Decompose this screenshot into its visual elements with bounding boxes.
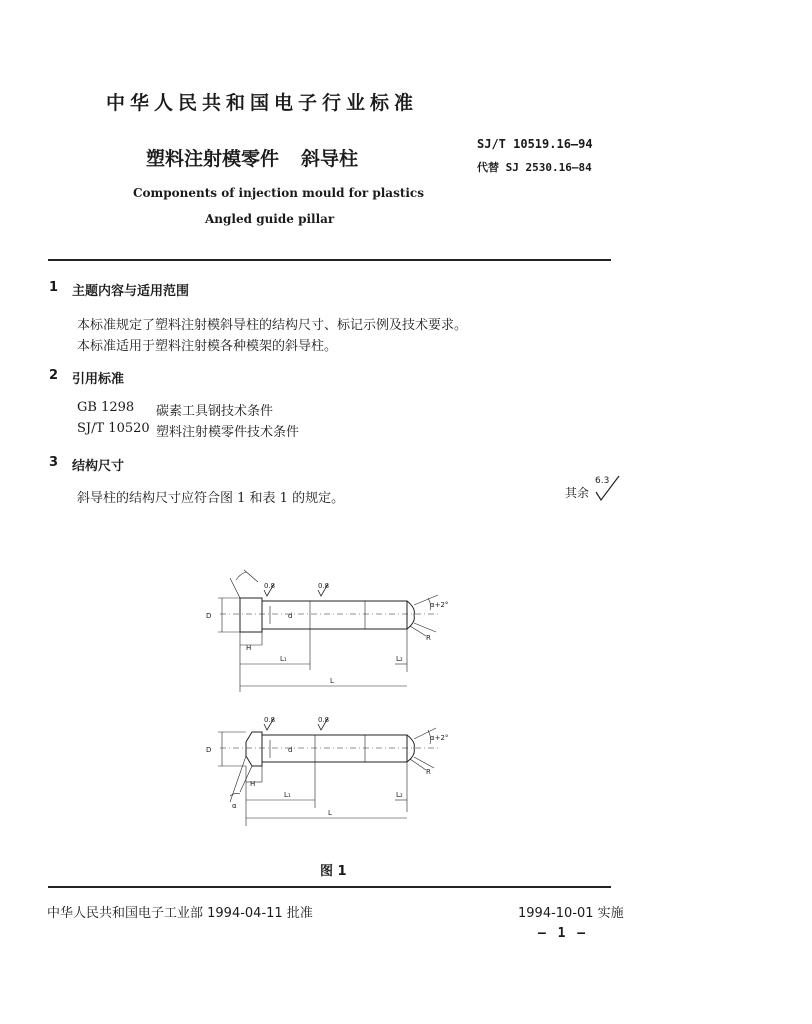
roughness-value: 6.3 — [595, 476, 610, 486]
figure-1-drawing-a — [200, 560, 450, 700]
document-title-zh — [146, 144, 358, 171]
roughness-label: 其余 — [565, 486, 590, 500]
roughness-note — [565, 476, 610, 501]
angle-alpha-b: α — [232, 802, 237, 810]
dim-D-a: D — [206, 612, 212, 620]
dim-L-b: L — [328, 809, 332, 817]
reference-1-name: 碳素工具钢技术条件 — [156, 404, 274, 419]
roughness-a2: 0.8 — [318, 582, 330, 590]
roughness-symbol-icon — [593, 474, 623, 502]
reference-2-code: SJ/T 10520 — [77, 421, 150, 436]
section-3-number: 3 — [49, 455, 59, 470]
section-1-number: 1 — [49, 280, 59, 295]
angle-b: α+2° — [430, 734, 449, 742]
section-2-title: 引用标准 — [72, 372, 125, 387]
angle-a: α+2° — [430, 601, 449, 609]
dim-L1-b: L₁ — [284, 791, 291, 799]
approval-line: 中华人民共和国电子工业部 1994-04-11 批准 — [47, 906, 313, 921]
title-zh-part1: 塑料注射模零件 — [146, 148, 280, 170]
roughness-b2: 0.8 — [318, 716, 330, 724]
implementation-date: 1994-10-01 实施 — [518, 906, 624, 921]
dim-L-a: L — [330, 677, 334, 685]
figure-caption: 图 1 — [320, 864, 347, 879]
section-3-paragraph-1: 斜导柱的结构尺寸应符合图 1 和表 1 的规定。 — [77, 491, 345, 506]
footer-divider — [48, 886, 611, 888]
section-2-number: 2 — [49, 368, 59, 383]
page-number: — 1 — — [538, 926, 588, 941]
section-1-paragraph-2: 本标准适用于塑料注射模各种模架的斜导柱。 — [77, 339, 338, 354]
header-divider — [48, 259, 611, 261]
reference-2-name: 塑料注射模零件技术条件 — [156, 425, 300, 440]
title-zh-part2: 斜导柱 — [301, 148, 359, 170]
section-1-title: 主题内容与适用范围 — [72, 284, 190, 299]
standard-organization: 中华人民共和国电子行业标准 — [106, 92, 419, 114]
replaces-standard: 代替 SJ 2530.16—84 — [477, 161, 592, 174]
radius-a: R — [426, 634, 431, 642]
standard-number: SJ/T 10519.16—94 — [477, 137, 593, 151]
document-title-en: Components of injection mould for plastics — [133, 186, 424, 200]
section-3-title: 结构尺寸 — [72, 459, 125, 474]
dim-L2-a: L₂ — [396, 655, 403, 663]
roughness-a1: 0.8 — [264, 582, 276, 590]
figure-1-drawing-b — [200, 712, 450, 832]
dim-d-a: d — [288, 612, 293, 620]
section-1-paragraph-1: 本标准规定了塑料注射模斜导柱的结构尺寸、标记示例及技术要求。 — [77, 318, 468, 333]
dim-d-b: d — [288, 746, 293, 754]
roughness-b1: 0.8 — [264, 716, 276, 724]
radius-b: R — [426, 768, 431, 776]
dim-D-b: D — [206, 746, 212, 754]
dim-H-b: H — [250, 780, 256, 788]
dim-L2-b: L₂ — [396, 791, 403, 799]
dim-L1-a: L₁ — [280, 655, 287, 663]
reference-1-code: GB 1298 — [77, 400, 135, 415]
document-subtitle-en: Angled guide pillar — [205, 212, 335, 226]
dim-H-a: H — [246, 644, 252, 652]
